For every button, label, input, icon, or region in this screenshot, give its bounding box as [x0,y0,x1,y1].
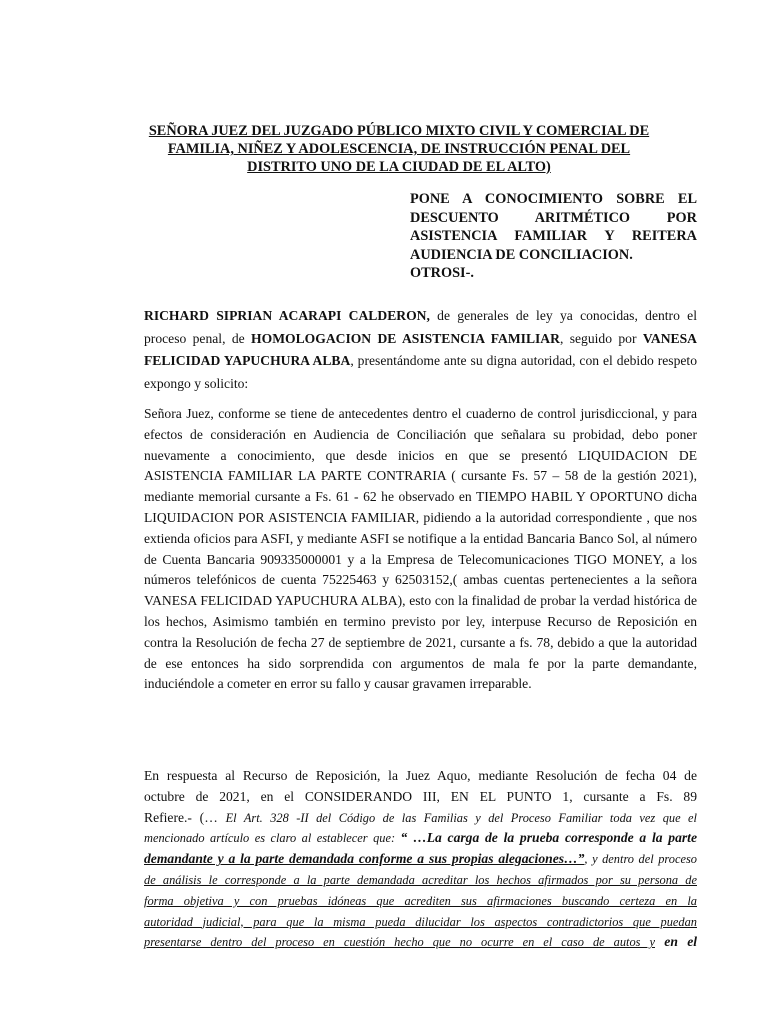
response-line [144,932,697,953]
subject-line: ASISTENCIA FAMILIAR Y REITERA [410,228,697,244]
quoted-text: mencionado artículo es claro al establecer que: [144,831,401,846]
response-line: forma objetiva y con pruebas idóneas que acrediten sus afirmaciones buscando certeza en la [144,893,697,908]
response-text: Refiere.- (… [144,809,226,825]
opponent-name: VANESA FELICIDAD YAPUCHURA ALBA [144,330,697,369]
court-heading [130,122,668,176]
response-line: octubre de 2021, en el CONSIDERANDO III, EN EL PUNTO 1, cursante a Fs. 89 [144,788,697,804]
response-line: autoridad judicial, para que la misma pueda dilucidar los aspectos contradictorios que puedan [144,914,697,929]
quoted-rule: “ …La carga de la prueba corresponde a la parte [400,830,697,846]
quoted-article: El Art. 328 -II del Código de las Familias y del Proceso Familiar toda vez que el [225,810,697,825]
quoted-text: presentarse dentro del proceso en cuestión hecho que no ocurre en el caso de autos y [144,935,655,950]
court-heading-line: DISTRITO UNO DE LA CIUDAD DE EL ALTO) [247,159,551,175]
intro-text: , seguido por [559,330,643,346]
intro-text: de generales de ley ya conocidas, dentro el proceso penal, de [144,308,697,346]
court-heading-line: SEÑORA JUEZ DEL JUZGADO PÚBLICO MIXTO CIVIL Y COMERCIAL DE [148,123,650,139]
response-line [144,828,697,849]
subject-line: PONE A CONOCIMIENTO SOBRE EL [410,191,697,207]
response-line [144,849,697,870]
subject-block [410,190,697,283]
subject-line: DESCUENTO ARITMÉTICO POR [410,209,697,226]
response-line [144,808,697,829]
quoted-text: , y dentro del proceso [584,852,697,867]
intro-paragraph [144,305,697,396]
response-paragraph [144,766,697,953]
subject-line: OTROSI-. [410,265,474,281]
response-line: En respuesta al Recurso de Reposición, la Juez Aquo, mediante Resolución de fecha 04 de [144,768,697,783]
background-paragraph: Señora Juez, conforme se tiene de antecedentes dentro el cuaderno de control jurisdiccional, y para efectos de consideración en Audiencia de Conciliación que señalara su probidad, debo poner nuevamente a conocimiento, que desde inicios en que se presentó LIQUIDACION DE ASISTENCIA FAMILIAR LA PARTE CONTRARIA ( cursante Fs. 57 – 58 de la gestión 2021), mediante memorial cursante a Fs. 61 - 62 he observado en TIEMPO HABIL Y OPORTUNO dicha LIQUIDACION POR ASISTENCIA FAMILIAR, pidiendo a la autoridad correspondiente , que nos extienda oficios para ASFI, y mediante ASFI se notifique a la entidad Bancaria Banco Sol, al número de Cuenta Bancaria 909335000001 y a la Empresa de Telecomunicaciones TIGO MONEY, a los números telefónicos de cuenta 75225463 y 62503152,( ambas cuentas pertenecientes a la señora VANESA FELICIDAD YAPUCHURA ALBA), esto con la finalidad de probar la verdad histórica de los hechos, Asimismo también en termino previsto por ley, interpuse Recurso de Reposición en contra la Resolución de fecha 27 de septiembre de 2021, cursante a fs. 78, debido a que la autoridad de ese entonces ha sido sorprendida con argumentos de mala fe por la parte demandante, induciéndole a cometer en error su fallo y causar gravamen irreparable. [144,406,697,692]
quoted-rule: demandante y a la parte demandada conforme a sus propias alegaciones…” [144,851,585,867]
intro-text: , presentándome ante su digna autoridad, con el debido respeto expongo y solicito: [144,353,698,392]
response-line: de análisis le corresponde a la parte demandada acreditar los hechos afirmados por su persona de [144,872,697,887]
subject-line: AUDIENCIA DE CONCILIACION. [410,246,633,263]
petitioner-name: RICHARD SIPRIAN ACARAPI CALDERON, [144,308,430,323]
court-heading-line: FAMILIA, NIÑEZ Y ADOLESCENCIA, DE INSTRUCCIÓN PENAL DEL [167,141,631,157]
quoted-text: en el [655,934,698,950]
process-name: HOMOLOGACION DE ASISTENCIA FAMILIAR [251,330,560,346]
